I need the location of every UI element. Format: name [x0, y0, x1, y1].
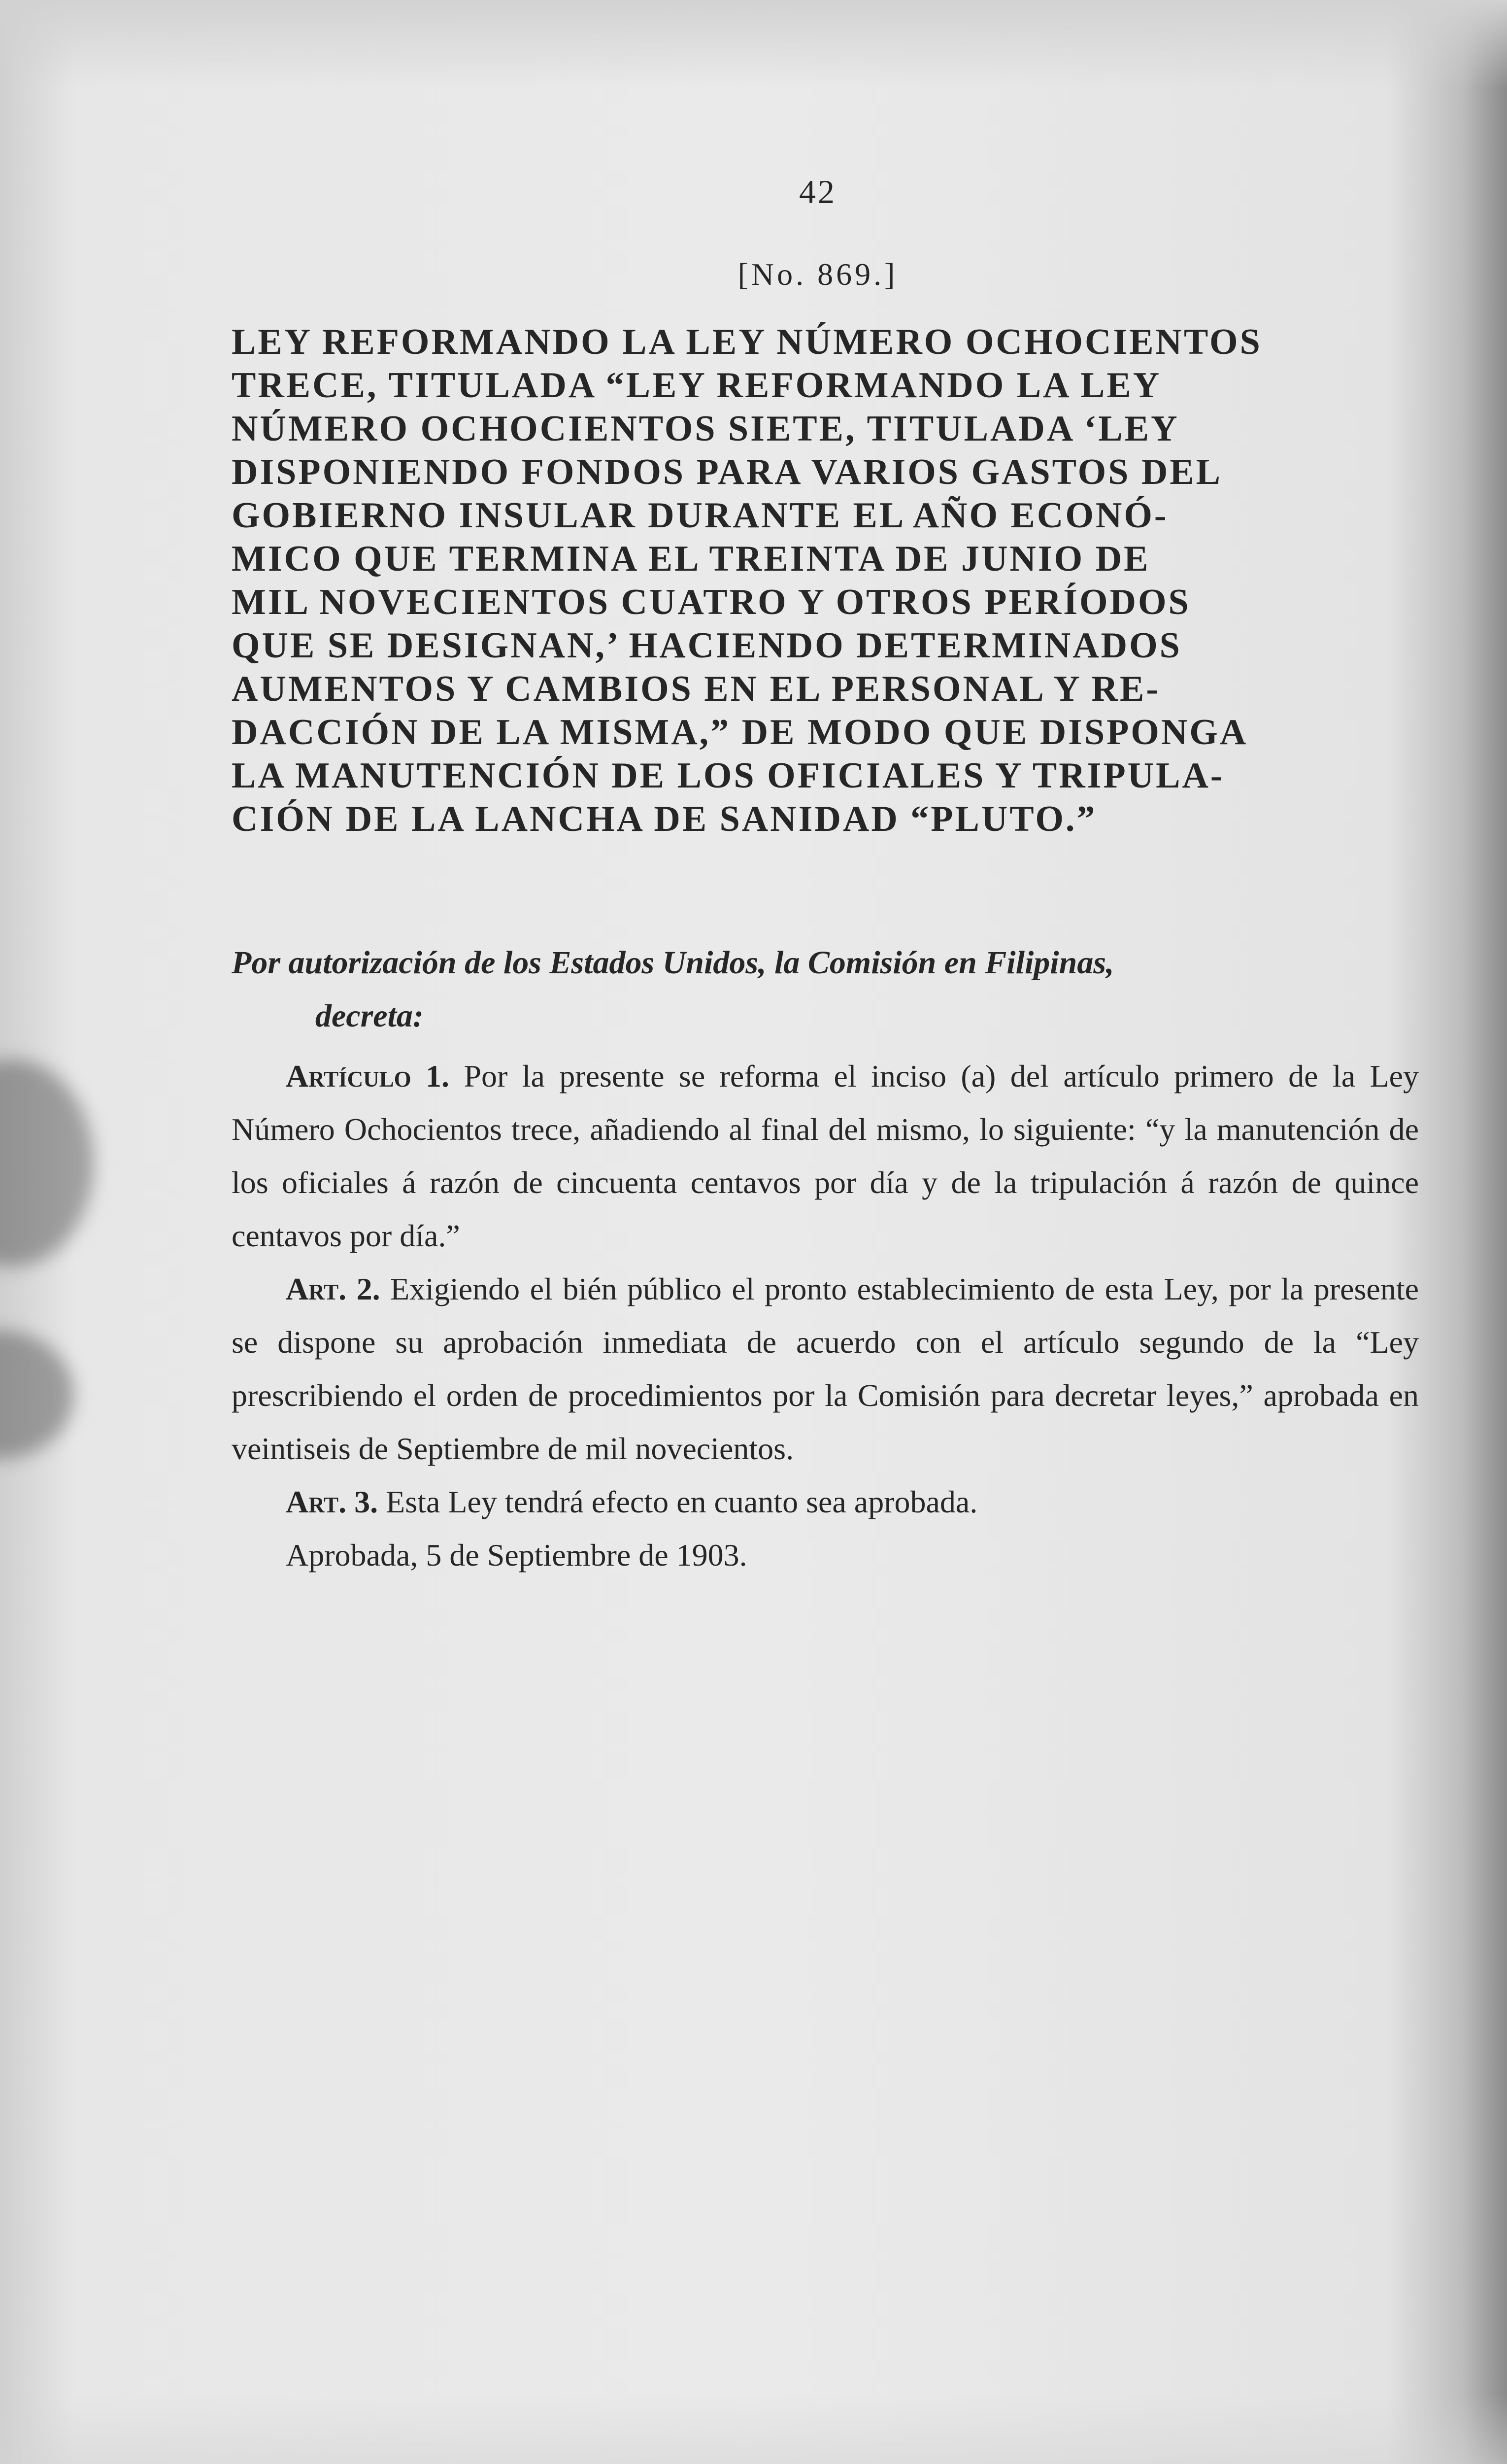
title-line: LA MANUTENCIÓN DE LOS OFICIALES Y TRIPULA-	[232, 755, 1225, 796]
article-heading: Art. 2.	[286, 1271, 380, 1306]
title-line: AUMENTOS Y CAMBIOS EN EL PERSONAL Y RE-	[232, 669, 1160, 709]
approval-date: Aprobada, 5 de Septiembre de 1903.	[286, 1538, 747, 1573]
article-heading: Artículo 1.	[286, 1059, 450, 1094]
title-line: NÚMERO OCHOCIENTOS SIETE, TITULADA ‘LEY	[232, 409, 1179, 449]
article-1	[232, 1050, 1419, 1263]
title-line: QUE SE DESIGNAN,’ HACIENDO DETERMINADOS	[232, 625, 1182, 666]
page-number: 42	[799, 173, 837, 210]
title-line: TRECE, TITULADA “LEY REFORMANDO LA LEY	[232, 365, 1162, 406]
article-text: Exigiendo el bién público el pronto establecimiento de esta Ley, por la presente se dispone su aprobación inmediata de acuerdo con el artículo segundo de la “Ley prescribiendo el orden de procedimientos por la Comisión para decretar leyes,” aprobada en veintiseis de Septiembre de mil novecientos.	[232, 1271, 1419, 1466]
article-text: Por la presente se reforma el inciso (a) del artículo primero de la Ley Número Ochocientos trece, añadiendo al final del mismo, lo siguiente: “y la manutención de los oficiales á razón de cincuenta centavos por día y de la tripulación á razón de quince centavos por día.”	[232, 1059, 1419, 1253]
title-line: MIL NOVECIENTOS CUATRO Y OTROS PERÍODOS	[232, 582, 1191, 622]
enacting-clause-line: Por autorización de los Estados Unidos, la Comisión en Filipinas,	[232, 945, 1114, 981]
left-edge-shadow	[0, 1060, 94, 1266]
title-line: CIÓN DE LA LANCHA DE SANIDAD “PLUTO.”	[232, 799, 1097, 839]
title-line: LEY REFORMANDO LA LEY NÚMERO OCHOCIENTOS	[232, 322, 1262, 362]
page-top-shadow	[0, 0, 1507, 89]
article-2	[232, 1263, 1419, 1475]
page-bottom-shadow	[0, 2395, 1507, 2464]
left-edge-shadow	[0, 1331, 74, 1459]
article-heading: Art. 3.	[286, 1484, 378, 1519]
title-line: DACCIÓN DE LA MISMA,” DE MODO QUE DISPONGA	[232, 712, 1248, 753]
title-line: DISPONIENDO FONDOS PARA VARIOS GASTOS DEL	[232, 452, 1223, 492]
enacting-clause	[232, 936, 1419, 1043]
law-title	[232, 320, 1419, 841]
title-line: GOBIERNO INSULAR DURANTE EL AÑO ECONÓ-	[232, 495, 1169, 536]
law-body	[232, 1050, 1419, 1582]
article-3	[232, 1475, 1419, 1529]
enacting-clause-line: decreta:	[315, 998, 424, 1034]
law-number: [No. 869.]	[737, 257, 898, 292]
title-line: MICO QUE TERMINA EL TREINTA DE JUNIO DE	[232, 539, 1150, 579]
article-text: Esta Ley tendrá efecto en cuanto sea aprobada.	[386, 1484, 978, 1519]
